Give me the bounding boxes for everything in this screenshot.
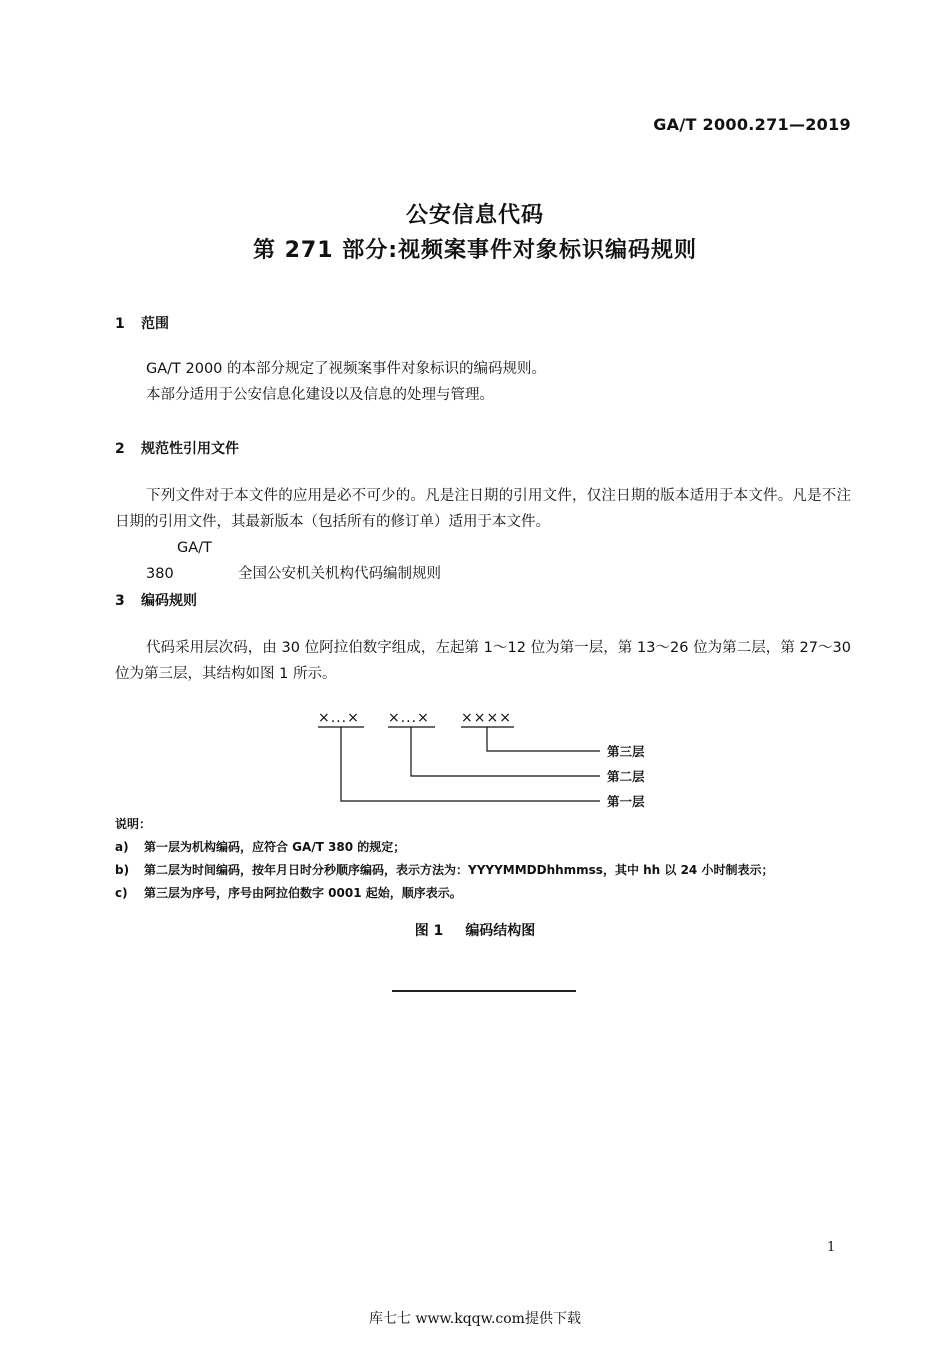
document-subtitle: 第 271 部分:视频案事件对象标识编码规则 xyxy=(252,238,698,263)
figure-notes xyxy=(115,813,773,905)
code-group-1: ×...× xyxy=(318,710,360,726)
code-group-3: ×××× xyxy=(461,710,512,726)
note-text: 第一层为机构编码，应符合 GA/T 380 的规定； xyxy=(144,840,406,854)
layer-3-connector xyxy=(487,727,600,751)
section-1-body xyxy=(115,356,851,408)
layer-1-connector xyxy=(341,727,600,801)
section-1-heading xyxy=(115,313,169,333)
figure-caption xyxy=(0,920,950,940)
section-title: 编码规则 xyxy=(141,593,197,609)
section-number: 2 xyxy=(115,441,125,457)
layer-1-label: 第一层 xyxy=(607,794,645,809)
section-title: 规范性引用文件 xyxy=(141,441,239,457)
paragraph: 本部分适用于公安信息化建设以及信息的处理与管理。 xyxy=(146,387,494,403)
code-structure-diagram xyxy=(300,708,680,813)
reference-row xyxy=(115,535,851,587)
figure-title: 编码结构图 xyxy=(465,923,536,939)
note-a xyxy=(115,836,773,859)
note-b xyxy=(115,859,773,882)
section-number: 3 xyxy=(115,593,125,609)
paragraph: 下列文件对于本文件的应用是必不可少的。凡是注日期的引用文件，仅注日期的版本适用于本文件。凡是不注日期的引用文件，其最新版本（包括所有的修订单）适用于本文件。 xyxy=(115,488,851,530)
page-number: 1 xyxy=(827,1240,836,1255)
section-2-heading xyxy=(115,438,239,458)
note-label: b) xyxy=(115,863,130,877)
end-rule xyxy=(392,990,576,992)
paragraph: GA/T 2000 的本部分规定了视频案事件对象标识的编码规则。 xyxy=(146,361,547,377)
reference-code: GA/T 380 xyxy=(146,540,212,582)
section-3-body xyxy=(115,635,851,687)
note-label: c) xyxy=(115,886,128,900)
download-footer: 库七七 www.kqqw.com提供下载 xyxy=(369,1311,581,1327)
note-c xyxy=(115,882,773,905)
note-text: 第二层为时间编码，按年月日时分秒顺序编码，表示方法为：YYYYMMDDhhmmss，其中 hh 以 24 小时制表示； xyxy=(144,863,774,877)
standard-code: GA/T 2000.271—2019 xyxy=(653,115,851,134)
code-group-2: ×...× xyxy=(388,710,430,726)
note-text: 第三层为序号，序号由阿拉伯数字 0001 起始，顺序表示。 xyxy=(144,886,462,900)
layer-2-label: 第二层 xyxy=(607,769,645,784)
layer-3-label: 第三层 xyxy=(607,744,645,759)
section-2-body xyxy=(115,483,851,587)
figure-number: 图 1 xyxy=(414,923,444,939)
note-label: a) xyxy=(115,840,129,854)
section-3-heading xyxy=(115,590,197,610)
paragraph: 代码采用层次码，由 30 位阿拉伯数字组成，左起第 1～12 位为第一层，第 13～26 位为第二层，第 27～30 位为第三层，其结构如图 1 所示。 xyxy=(115,640,851,682)
notes-title: 说明： xyxy=(115,817,152,831)
section-number: 1 xyxy=(115,316,125,332)
section-title: 范围 xyxy=(141,316,169,332)
reference-title: 全国公安机关机构代码编制规则 xyxy=(238,566,441,582)
document-title: 公安信息代码 xyxy=(405,203,544,228)
